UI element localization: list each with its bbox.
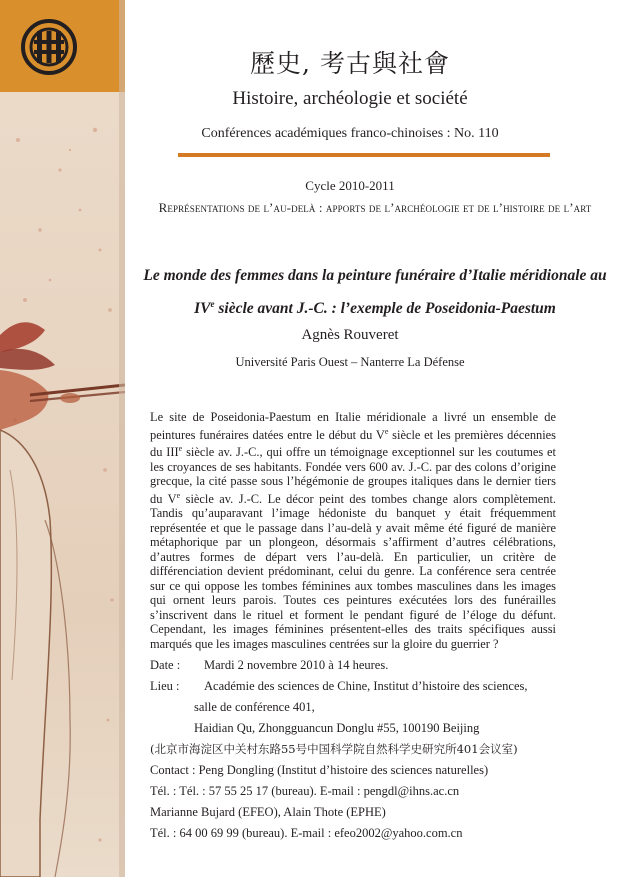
lecture-title xyxy=(140,262,610,323)
place-label: Lieu : xyxy=(150,679,180,693)
contact2-tel: Tél. : 64 00 69 99 (bureau). E-mail : efeo2002@yahoo.com.cn xyxy=(150,826,463,840)
fresco-image xyxy=(0,0,125,877)
event-info xyxy=(150,655,590,844)
speaker-name: Agnès Rouveret xyxy=(301,327,399,343)
french-title: Histoire, archéologie et société xyxy=(232,88,468,109)
contact2-line: Marianne Bujard (EFEO), Alain Thote (EPHE) xyxy=(150,805,386,819)
place-row xyxy=(150,676,590,697)
lecture-title-line1: Le monde des femmes dans la peinture funéraire d’Italie méridionale au xyxy=(143,267,607,284)
lecture-title-line2: IVe siècle avant J.-C. : l’exemple de Poseidonia-Paestum xyxy=(194,299,556,318)
cycle-theme: Représentations de l’au-delà : apports de l’archéologie et de l’histoire de l’art xyxy=(158,200,592,215)
place-line3: Haidian Qu, Zhongguancun Donglu #55, 100190 Beijing xyxy=(194,721,480,735)
emblem-logo xyxy=(20,18,78,76)
contact-line: Contact : Peng Dongling (Institut d’histoire des sciences naturelles) xyxy=(150,763,489,777)
place-line2: salle de conférence 401, xyxy=(194,700,315,714)
place-chinese: (北京市海淀区中关村东路55号中国科学院自然科学史研究所401会议室) xyxy=(150,742,518,756)
date-value: Mardi 2 novembre 2010 à 14 heures. xyxy=(204,658,389,672)
abstract-text: Le site de Poseidonia-Paestum en Italie méridionale a livré un ensemble de peintures funéraires datées entre le début du Ve siècle et les premières décennies du IIIe siècle av. J.-C., qui offre un témoignage exceptionnel sur les coutumes et les croyances de ses habitants. Fondée vers 600 av. J.-C. par des colons d’origine grecque, la cité passe sous l’hégémonie de groupes italiques dans le dernier tiers du Ve siècle av. J.-C. Le décor peint des tombes change alors complètement. Tandis qu’auparavant l’image hédoniste du banquet y était fréquemment représentée et que le passage dans l’au-delà y avait même été figuré de manière métaphorique par un plongeon, désormais s’affirment d’autres célébrations, d’autres formes de départ vers l’au-delà. En particulier, un critère de différenciation devient prédominant, celui du genre. La conférence sera centrée sur ce qui oppose les tombes féminines aux tombes masculines dans les images qui ornent leurs parois. Toutes ces peintures exécutées lors des funérailles s’inscrivent dans le rituel et forment le pendant figuré de l’éloge du défunt. Cependant, les images féminines présentent-elles des traits spécifiques aussi marqués que les images masculines centrées sur la gloire du guerrier ? xyxy=(150,410,556,651)
chinese-title: 歷史, 考古與社會 xyxy=(250,49,450,78)
speaker-affiliation: Université Paris Ouest – Nanterre La Défense xyxy=(235,355,465,369)
date-label: Date : xyxy=(150,658,181,672)
contact-tel: Tél. : Tél. : 57 55 25 17 (bureau). E-mail : pengdl@ihns.ac.cn xyxy=(150,784,460,798)
date-row xyxy=(150,655,590,676)
header-divider xyxy=(178,153,550,157)
place-line1: Académie des sciences de Chine, Institut d’histoire des sciences, xyxy=(204,679,528,693)
cycle-label: Cycle 2010-2011 xyxy=(305,178,395,193)
fresco-sidebar xyxy=(0,0,125,877)
conference-series: Conférences académiques franco-chinoises : No. 110 xyxy=(201,126,499,141)
